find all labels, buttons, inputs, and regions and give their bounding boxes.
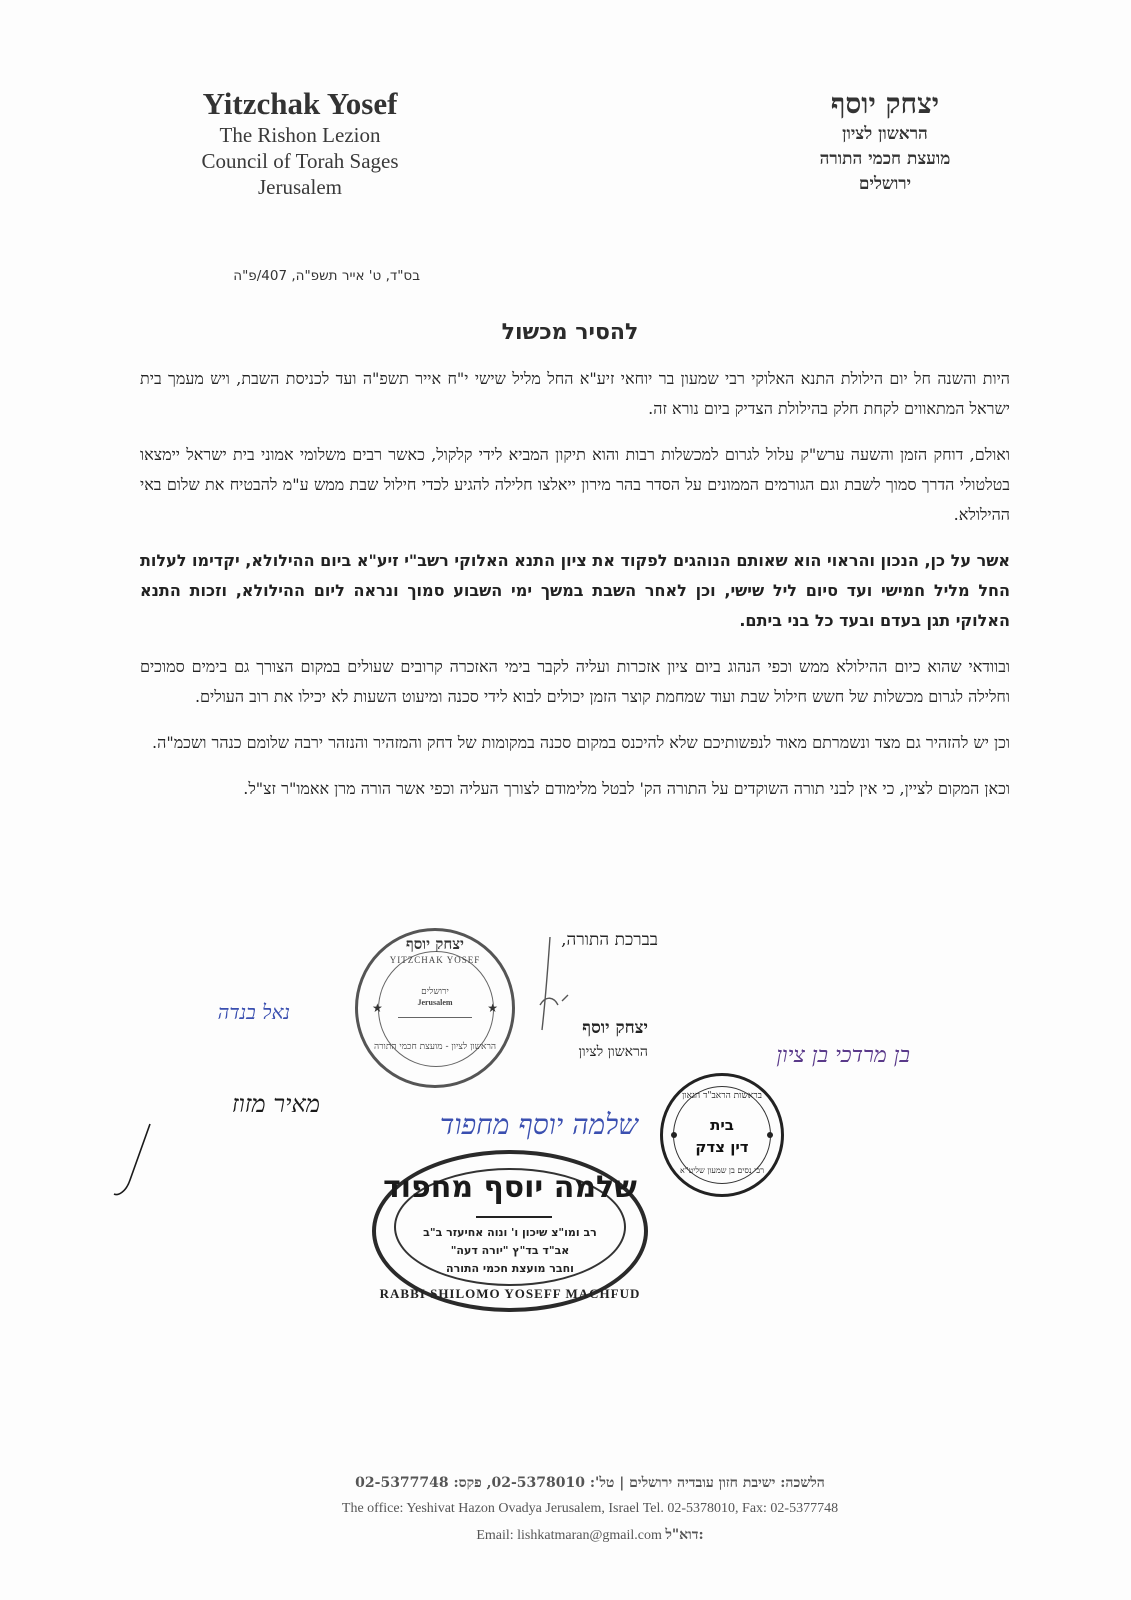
machpud-stamp — [372, 1150, 648, 1312]
paragraph: וכן יש להזהיר גם מצד ונשמרתם מאוד לנפשותיכם שלא להיכנס במקום סכנה במקומות של דחק והמזהיר והנזהר ירבה שלומם כנהר ושכמ"ה. — [152, 733, 1010, 752]
paragraph-emphasis: אשר על כן, הנכון והראוי הוא שאותם הנוהגים לפקוד את ציון התנא האלוקי רשב"י זיע"א ביום ההילולא, יקדימו לעלות החל מליל חמישי ועד סיום ליל שישי, וכן לאחר השבת במשך ימי השבוע סמוך ונראה ליום ההילולא, וזכות התנא האלוקי תגן בעדם ובעד כל בני ביתם. — [140, 551, 1010, 630]
handwritten-signature-blue: שלמה יוסף מחפוד — [439, 1108, 638, 1141]
signer-title: הראשון לציון — [578, 1044, 648, 1060]
footer-hebrew: הלשכה: ישיבת חזון עובדיה ירושלים | טל': 02-5378010, פקס: 02-5377748 — [355, 1475, 825, 1491]
letterhead-line: מועצת חכמי התורה — [819, 149, 951, 169]
letterhead-line: Jerusalem — [258, 175, 342, 199]
footer-english: The office: Yeshivat Hazon Ovadya Jerusalem, Israel Tel. 02-5378010, Fax: 02-5377748 — [341, 1501, 839, 1516]
letterhead-hebrew — [780, 86, 990, 197]
signature-blessing: בברכת התורה, — [561, 930, 658, 950]
footer-email-line — [230, 1522, 950, 1549]
paragraph: ובוודאי שהוא כיום ההילולא ממש וכפי הנהוג ביום ציון אזכרות ועליה לקבר בימי האזכרה קרובים שעולים במקום הצורך גם בימים סמוכים וחלילה לגרום מכשלות של חשש חילול שבת ועוד שמחמת קוצר הזמן יכולים לבוא לידי סכנה ומיעוט השעות לא יכילו את רוב העולים. — [140, 657, 1010, 706]
letter-footer — [230, 1470, 950, 1549]
dot-icon — [671, 1132, 677, 1138]
letterhead-line: הראשון לציון — [842, 124, 928, 144]
stamp-name-english: RABBI SHILOMO YOSEFF MACHFUD — [379, 1286, 641, 1301]
footer-email[interactable]: Email: lishkatmaran@gmail.com — [476, 1528, 662, 1543]
letterhead-line: The Rishon Lezion — [219, 123, 381, 147]
dot-icon — [767, 1132, 773, 1138]
footer-email-label: דוא"ל: — [665, 1527, 704, 1543]
signature-stroke-icon — [110, 1120, 180, 1200]
stamp-text: אב"ד בד"ץ "יורה דעה" — [450, 1244, 570, 1257]
scales-of-justice-icon — [398, 1017, 472, 1036]
letterhead-line: Council of Torah Sages — [201, 149, 399, 173]
letter-title: להסיר מכשול — [501, 320, 639, 345]
stamp-text: יצחק יוסף — [406, 935, 464, 953]
star-icon: ★ — [372, 1001, 383, 1015]
stamp-text: Jerusalem — [417, 998, 453, 1007]
reference-date-line: בס"ד, ט' אייר תשפ"ה, 407/פ"ה — [233, 268, 420, 284]
handwritten-signature-right: בן מרדכי בן ציון — [776, 1043, 910, 1068]
stamp-text: YITZCHAK YOSEF — [389, 955, 481, 965]
handwritten-signature-left-bottom: מאיר מזוז — [231, 1090, 320, 1118]
stamp-text: הראשון לציון - מועצת חכמי התורה — [373, 1042, 497, 1052]
star-icon: ★ — [487, 1001, 498, 1015]
stamp-text: דין צדק — [695, 1138, 749, 1156]
letterhead-name-english: Yitzchak Yosef — [202, 86, 398, 121]
stamp-text: רב ומו"צ שיכון ו' ונוה אחיעזר ב"ב — [423, 1226, 597, 1239]
beit-din-stamp — [660, 1073, 784, 1197]
rishon-lezion-stamp — [355, 928, 515, 1088]
stamp-text: וחבר מועצת חכמי התורה — [446, 1262, 574, 1275]
signer-name: יצחק יוסף — [582, 1018, 648, 1038]
letter-body — [140, 364, 1010, 820]
letterhead-line: ירושלים — [858, 174, 912, 194]
signature-scribble-icon — [520, 935, 580, 1035]
stamp-text: בית — [710, 1116, 734, 1134]
handwritten-signature-left-top: נאל בנדה — [217, 1000, 290, 1024]
paragraph: היות והשנה חל יום הילולת התנא האלוקי רבי שמעון בר יוחאי זיע"א החל מליל שישי י"ח אייר תשפ"ה ועד לכניסת השבת, ויש מעמך בית ישראל המתאווים לקחת חלק בהילולת הצדיק ביום נורא זה. — [140, 369, 1010, 418]
letterhead-name-hebrew: יצחק יוסף — [830, 87, 940, 120]
ornament-divider — [476, 1216, 552, 1218]
stamp-text: רבי נסים בן שמעון שליט"א — [679, 1166, 765, 1175]
stamp-text: בראשות הראב"ד הגאון — [682, 1091, 762, 1101]
paragraph: ואולם, דוחק הזמן והשעה ערש"ק עלול לגרום למכשלות רבות והוא תיקון המביא לידי קלקול, כאשר רבים משלומי אמוני בית ישראל יימצאו בטלטולי הדרך סמוך לשבת וגם הגורמים הממונים על הסדר בהר מירון ייאלצו חלילה להגיע לכדי חילול שבת ממש ע"מ להבטיח את שלום באי ההילולא. — [140, 445, 1010, 524]
stamp-name-hebrew: שלמה יוסף מחפוד — [383, 1170, 637, 1205]
letterhead-english — [150, 86, 450, 200]
stamp-text: ירושלים — [421, 987, 449, 997]
paragraph: וכאן המקום לציין, כי אין לבני תורה השוקדים על התורה הק' לבטל מלימודם לצורך העליה וכפי אשר הורה מרן אאמו"ר זצ"ל. — [243, 779, 1010, 798]
